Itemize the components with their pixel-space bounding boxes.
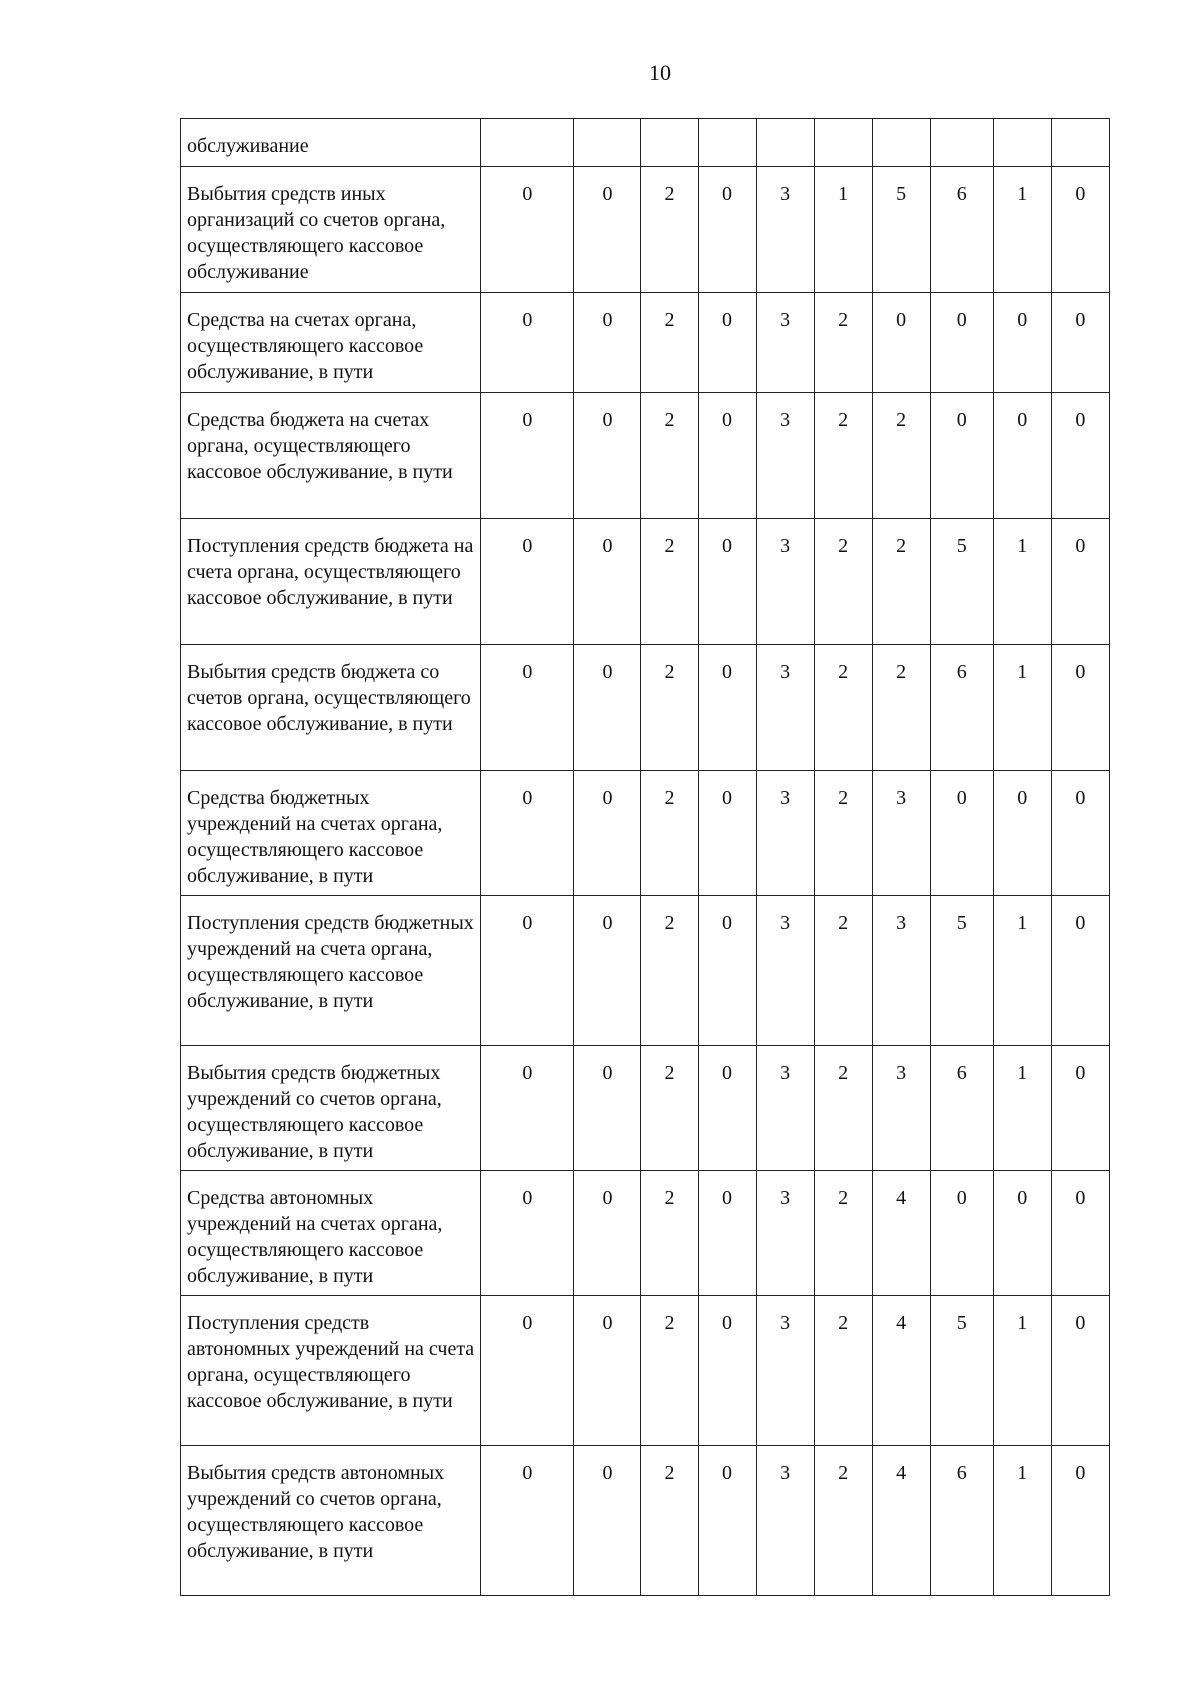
code-cell: 4 [872,1446,930,1596]
code-cell: 5 [930,519,993,645]
code-cell: 0 [574,393,641,519]
code-cell: 0 [1051,771,1109,896]
code-cell: 0 [481,393,574,519]
code-cell: 0 [698,645,756,771]
code-cell: 1 [993,519,1051,645]
code-cell: 0 [993,771,1051,896]
code-cell: 3 [756,393,814,519]
table-row [181,645,1110,771]
code-cell: 0 [698,896,756,1046]
code-cell: 5 [930,1296,993,1446]
code-cell: 3 [756,896,814,1046]
code-cell: 3 [756,293,814,393]
code-cell: 0 [574,896,641,1046]
code-cell: 3 [756,1446,814,1596]
code-cell: 0 [1051,519,1109,645]
code-cell: 2 [814,293,872,393]
code-cell: 6 [930,167,993,293]
code-cell: 1 [993,645,1051,771]
code-cell: 2 [814,896,872,1046]
row-label: Выбытия средств бюджетных учреждений со счетов органа, осуществляющего кассовое обслуживание, в пути [181,1046,481,1171]
row-label: Выбытия средств автономных учреждений со счетов органа, осуществляющего кассовое обслуживание, в пути [181,1446,481,1596]
code-cell: 3 [872,896,930,1046]
code-cell: 0 [481,771,574,896]
code-cell: 2 [814,1171,872,1296]
code-cell: 0 [574,645,641,771]
code-cell: 0 [993,393,1051,519]
code-cell: 0 [481,1296,574,1446]
code-cell: 2 [641,1046,698,1171]
code-cell [993,119,1051,167]
row-label: обслуживание [181,119,481,167]
code-cell: 2 [641,1446,698,1596]
code-cell: 0 [698,1446,756,1596]
code-cell: 0 [930,293,993,393]
table-row [181,1046,1110,1171]
code-cell: 0 [574,293,641,393]
code-cell [756,119,814,167]
code-cell: 0 [1051,393,1109,519]
table-row [181,519,1110,645]
code-cell: 0 [1051,645,1109,771]
code-cell: 0 [481,1171,574,1296]
code-cell: 0 [993,1171,1051,1296]
code-cell: 1 [993,1296,1051,1446]
row-label: Выбытия средств иных организаций со счетов органа, осуществляющего кассовое обслуживание [181,167,481,293]
code-cell: 2 [814,1296,872,1446]
code-cell: 0 [1051,896,1109,1046]
code-cell: 3 [756,771,814,896]
code-cell: 0 [574,167,641,293]
code-cell: 0 [1051,1446,1109,1596]
code-cell: 2 [814,519,872,645]
table-row [181,393,1110,519]
code-cell: 3 [756,167,814,293]
code-cell [641,119,698,167]
code-cell: 0 [698,393,756,519]
code-cell: 4 [872,1296,930,1446]
code-cell: 0 [481,645,574,771]
table-row [181,1296,1110,1446]
table-row [181,771,1110,896]
code-cell: 0 [698,519,756,645]
code-cell: 3 [756,1171,814,1296]
code-cell [930,119,993,167]
code-cell: 0 [698,167,756,293]
code-cell: 0 [481,896,574,1046]
code-cell: 3 [756,1296,814,1446]
row-label: Средства на счетах органа, осуществляющего кассовое обслуживание, в пути [181,293,481,393]
code-cell: 2 [872,393,930,519]
code-cell [872,119,930,167]
code-cell: 2 [872,645,930,771]
code-cell: 0 [1051,1171,1109,1296]
code-cell: 2 [641,519,698,645]
table-row [181,1171,1110,1296]
code-cell: 0 [574,1296,641,1446]
row-label: Средства бюджета на счетах органа, осуществляющего кассовое обслуживание, в пути [181,393,481,519]
code-cell: 2 [641,167,698,293]
code-cell: 2 [641,1296,698,1446]
row-label: Выбытия средств бюджета со счетов органа, осуществляющего кассовое обслуживание, в пути [181,645,481,771]
code-cell: 2 [814,393,872,519]
code-cell: 0 [574,1171,641,1296]
table-row [181,1446,1110,1596]
code-cell: 3 [756,519,814,645]
code-cell: 2 [814,1446,872,1596]
code-cell: 1 [814,167,872,293]
code-cell: 3 [872,1046,930,1171]
code-cell [574,119,641,167]
row-label: Поступления средств бюджета на счета органа, осуществляющего кассовое обслуживание, в пути [181,519,481,645]
code-cell: 0 [1051,1296,1109,1446]
code-cell: 0 [481,1446,574,1596]
code-cell: 5 [930,896,993,1046]
code-cell: 0 [698,771,756,896]
code-cell: 0 [930,771,993,896]
code-cell [1051,119,1109,167]
table-body [181,119,1110,1596]
code-cell: 0 [1051,167,1109,293]
table-row [181,119,1110,167]
code-cell: 0 [1051,1046,1109,1171]
code-cell: 1 [993,1046,1051,1171]
code-cell: 3 [756,645,814,771]
code-cell: 2 [641,293,698,393]
code-cell: 0 [1051,293,1109,393]
code-cell [698,119,756,167]
row-label: Поступления средств бюджетных учреждений на счета органа, осуществляющего кассовое обслуживание, в пути [181,896,481,1046]
table-row [181,293,1110,393]
code-cell: 0 [698,1296,756,1446]
code-cell: 0 [481,519,574,645]
account-codes-table [180,118,1110,1596]
table-row [181,167,1110,293]
code-cell: 0 [574,519,641,645]
code-cell: 0 [930,1171,993,1296]
code-cell: 0 [574,771,641,896]
row-label: Средства бюджетных учреждений на счетах органа, осуществляющего кассовое обслуживание, в пути [181,771,481,896]
code-cell: 6 [930,1046,993,1171]
code-cell: 0 [481,293,574,393]
code-cell: 4 [872,1171,930,1296]
code-cell: 0 [574,1446,641,1596]
code-cell: 0 [930,393,993,519]
code-cell: 2 [641,896,698,1046]
row-label: Средства автономных учреждений на счетах органа, осуществляющего кассовое обслуживание, в пути [181,1171,481,1296]
code-cell: 2 [814,1046,872,1171]
code-cell: 0 [481,167,574,293]
code-cell: 6 [930,645,993,771]
code-cell: 1 [993,167,1051,293]
code-cell: 2 [641,393,698,519]
code-cell: 5 [872,167,930,293]
code-cell: 2 [641,771,698,896]
page-number: 10 [649,60,671,85]
row-label: Поступления средств автономных учреждений на счета органа, осуществляющего кассовое обслуживание, в пути [181,1296,481,1446]
code-cell: 6 [930,1446,993,1596]
code-cell: 2 [641,1171,698,1296]
code-cell: 3 [872,771,930,896]
code-cell: 1 [993,1446,1051,1596]
code-cell: 2 [814,645,872,771]
code-cell [814,119,872,167]
code-cell: 0 [698,293,756,393]
code-cell: 2 [641,645,698,771]
code-cell: 0 [574,1046,641,1171]
code-cell: 2 [814,771,872,896]
code-cell: 0 [993,293,1051,393]
code-cell: 1 [993,896,1051,1046]
code-cell: 0 [698,1171,756,1296]
code-cell: 3 [756,1046,814,1171]
code-cell [481,119,574,167]
table-row [181,896,1110,1046]
code-cell: 0 [481,1046,574,1171]
code-cell: 0 [698,1046,756,1171]
code-cell: 0 [872,293,930,393]
code-cell: 2 [872,519,930,645]
